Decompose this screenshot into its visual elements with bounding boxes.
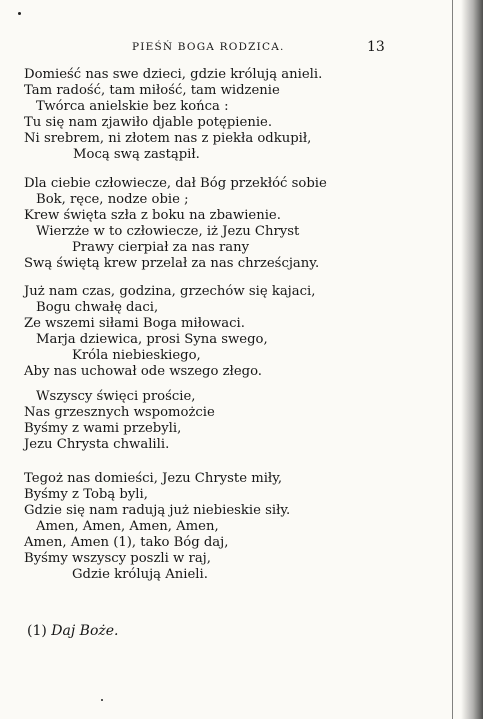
- verse-line: Byśmy z wami przebyli,: [24, 421, 182, 436]
- running-title: PIEŚŃ BOGA RODZICA.: [132, 41, 285, 53]
- verse-line: Tegoż nas domieści, Jezu Chryste miły,: [24, 471, 283, 486]
- ink-speck: [18, 12, 21, 15]
- verse-line: Marja dziewica, prosi Syna swego,: [36, 332, 268, 347]
- page-number: 13: [367, 39, 385, 55]
- verse-line: Krew święta szła z boku na zbawienie.: [24, 208, 281, 223]
- verse-line: Aby nas uchował ode wszego złego.: [24, 364, 262, 379]
- verse-line: Gdzie się nam radują już niebieskie siły.: [24, 503, 291, 518]
- verse-line: Gdzie królują Anieli.: [72, 567, 208, 582]
- verse-line: Byśmy wszyscy poszli w raj,: [24, 551, 211, 566]
- footnote: [27, 623, 119, 639]
- verse-line: Ni srebrem, ni złotem nas z piekła odkupił,: [24, 131, 312, 146]
- ink-speck: [101, 699, 103, 701]
- verse-line: Bogu chwałę daci,: [36, 300, 159, 315]
- verse-line: Byśmy z Tobą byli,: [24, 487, 148, 502]
- verse-line: Tam radość, tam miłość, tam widzenie: [24, 83, 280, 98]
- verse-line: Bok, ręce, nodze obie ;: [36, 192, 189, 207]
- verse-line: Jezu Chrysta chwalili.: [24, 437, 170, 452]
- verse-line: Króla niebieskiego,: [72, 348, 201, 363]
- page-edge-shadow: [461, 0, 483, 719]
- verse-line: Wierzże w to człowiecze, iż Jezu Chryst: [36, 224, 300, 239]
- verse-line: Amen, Amen, Amen, Amen,: [36, 519, 219, 534]
- verse-line: Wszyscy święci proście,: [36, 389, 196, 404]
- verse-line: Twórca anielskie bez końca :: [36, 99, 229, 114]
- verse-line: Już nam czas, godzina, grzechów się kajaci,: [24, 284, 316, 299]
- verse-line: Ze wszemi siłami Boga miłowaci.: [24, 316, 245, 331]
- verse-line: Dla ciebie człowiecze, dał Bóg przekłóć sobie: [24, 176, 327, 191]
- page-gutter-line: [452, 0, 453, 719]
- footnote-marker: (1): [27, 623, 47, 639]
- running-head: [0, 41, 483, 57]
- footnote-text: Daj Boże.: [51, 623, 119, 639]
- verse-line: Tu się nam zjawiło djable potępienie.: [24, 115, 273, 130]
- verse-line: Swą świętą krew przelał za nas chrześcjany.: [24, 256, 320, 271]
- verse-line: Domieść nas swe dzieci, gdzie królują anieli.: [24, 67, 323, 82]
- verse-line: Mocą swą zastąpił.: [73, 147, 200, 162]
- verse-line: Amen, Amen (1), tako Bóg daj,: [24, 535, 229, 550]
- verse-line: Prawy cierpiał za nas rany: [72, 240, 250, 255]
- verse-line: Nas grzesznych wspomożcie: [24, 405, 215, 420]
